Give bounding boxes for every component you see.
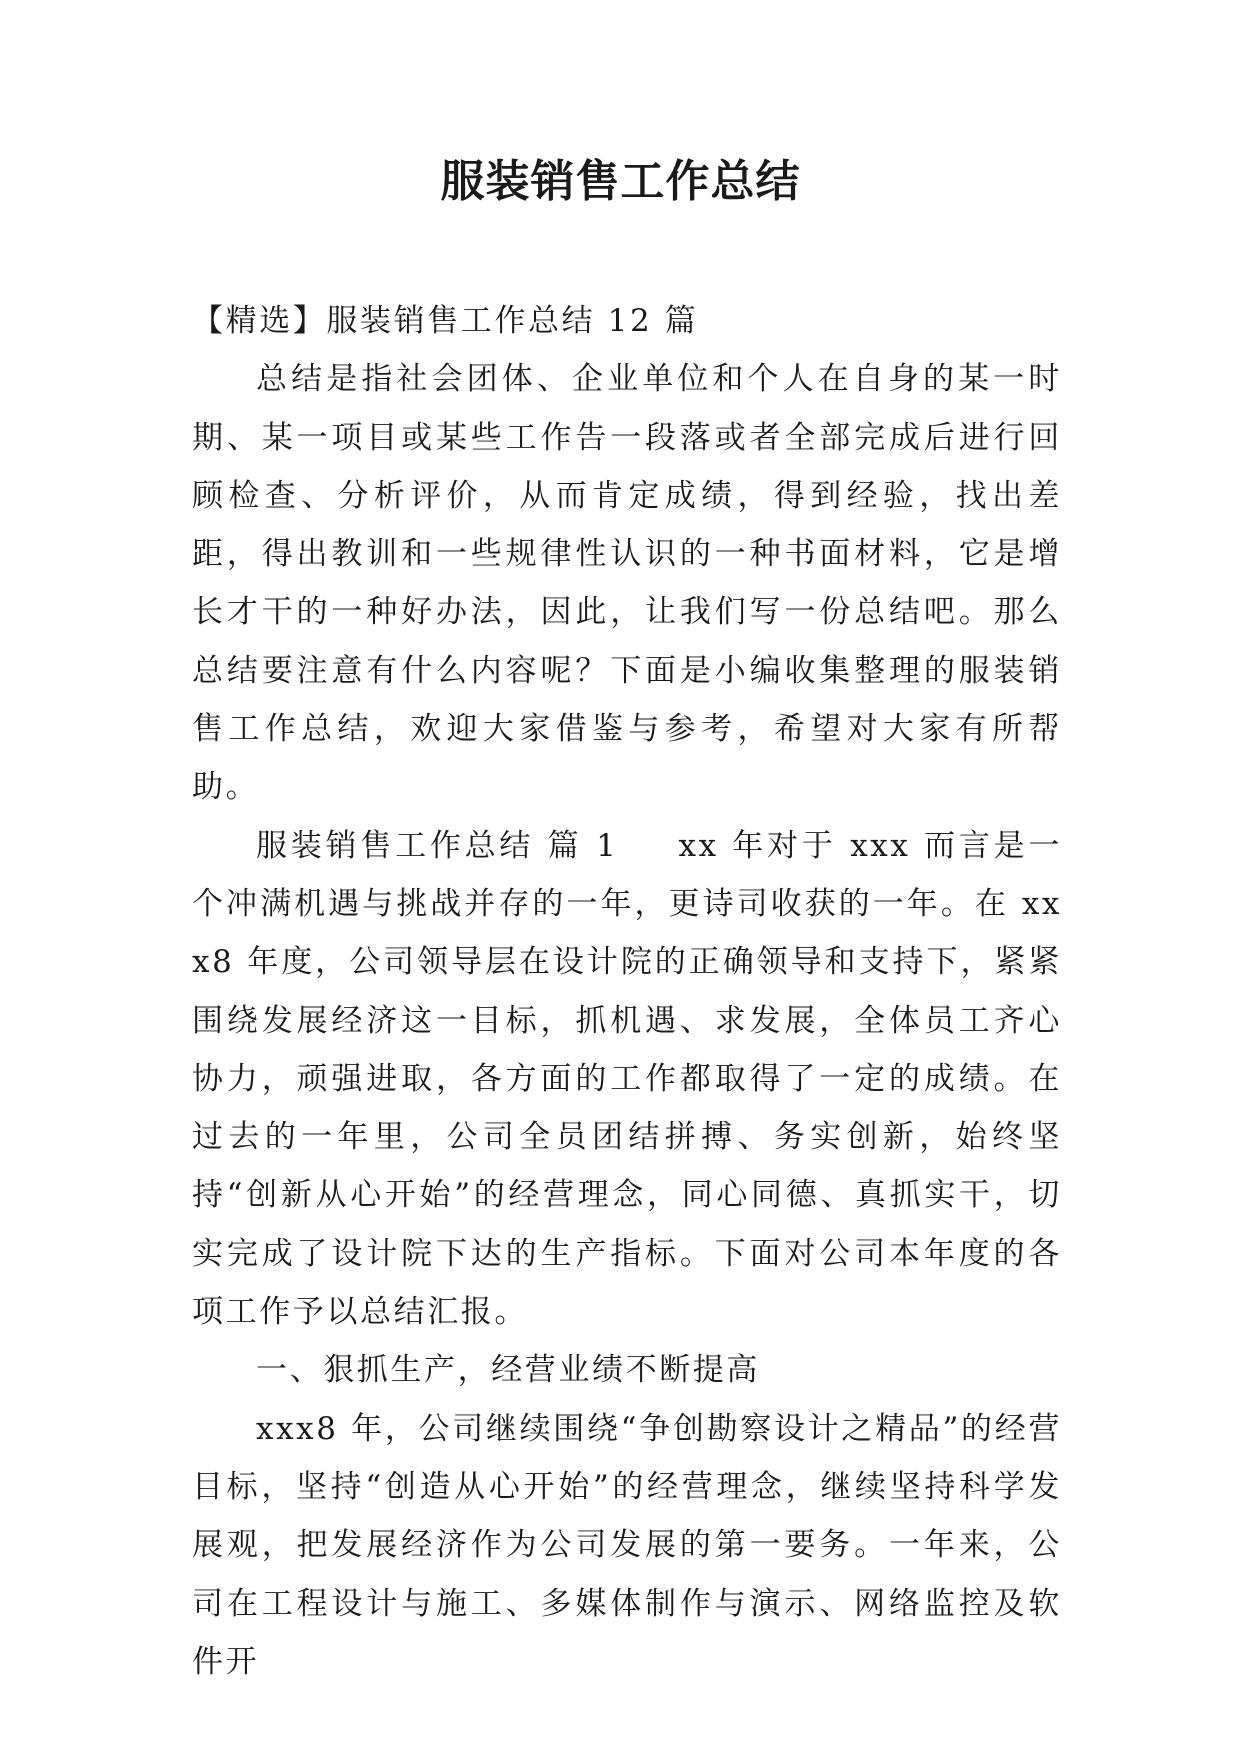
document-body	[192, 292, 1062, 1691]
section-1-paragraph	[192, 817, 1062, 1342]
intro-paragraph: 总结是指社会团体、企业单位和个人在自身的某一时期、某一项目或某些工作告一段落或者全部完成后进行回顾检查、分析评价，从而肯定成绩，得到经验，找出差距，得出教训和一些规律性认识的一种书面材料，它是增长才干的一种好办法，因此，让我们写一份总结吧。那么总结要注意有什么内容呢？下面是小编收集整理的服装销售工作总结，欢迎大家借鉴与参考，希望对大家有所帮助。	[192, 361, 1062, 806]
section-1-label: 服装销售工作总结 篇 1	[256, 827, 619, 864]
document-subtitle: 【精选】服装销售工作总结 12 篇	[192, 303, 699, 339]
document-title: 服装销售工作总结	[440, 156, 801, 207]
paragraph-2: xxx8 年，公司继续围绕“争创勘察设计之精品”的经营目标，坚持“创造从心开始”的经营理念，继续坚持科学发展观，把发展经济作为公司发展的第一要务。一年来，公司在工程设计与施工、多媒体制作与演示、网络监控及软件开	[192, 1410, 1062, 1680]
section-1-body: xx 年对于 xxx 而言是一个冲满机遇与挑战并存的一年，更诗司收获的一年。在 xxx8 年度，公司领导层在设计院的正确领导和支持下，紧紧围绕发展经济这一目标，抓机遇、求发展，全体员工齐心协力，顽强进取，各方面的工作都取得了一定的成绩。在过去的一年里，公司全员团结拼搏、务实创新，始终坚持“创新从心开始”的经营理念，同心同德、真抓实干，切实完成了设计院下达的生产指标。下面对公司本年度的各项工作予以总结汇报。	[192, 827, 1062, 1331]
heading-1: 一、狠抓生产，经营业绩不断提高	[256, 1352, 760, 1389]
